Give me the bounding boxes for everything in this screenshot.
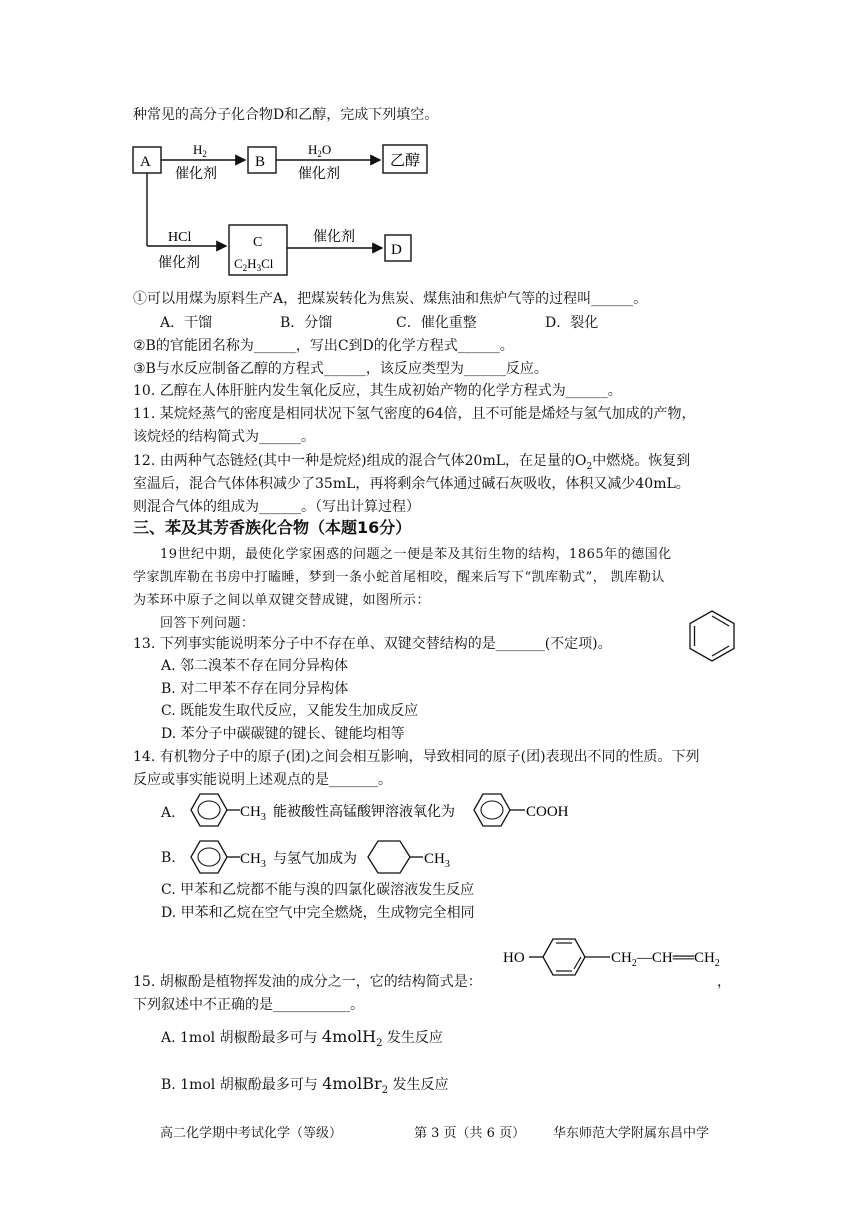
section3-para4: 回答下列问题： [160, 616, 255, 631]
q14-option-b-structure [183, 835, 483, 879]
q13-option-d: D. 苯分子中碳碳键的键长、键能均相等 [161, 726, 405, 742]
catalyst-label-3: 催化剂 [158, 256, 200, 271]
reagent-h2o: $H_2O$ [308, 142, 332, 159]
toluene-ring-icon [191, 794, 227, 826]
footer-exam-title: 高二化学期中考试化学（等级） [160, 1126, 343, 1141]
q15-option-a: A. 1mol 胡椒酚最多可与 4molH$_2$ 发生反应 [161, 1027, 443, 1049]
allyl-chain: $CH_2—CH══CH_2$ [611, 950, 720, 969]
catalyst-label-1: 催化剂 [175, 167, 217, 182]
methylcyclohexane-ring-icon [368, 841, 410, 873]
compound-d-label: D [391, 242, 402, 258]
reagent-hcl: HCl [168, 230, 192, 245]
benzoic-acid-ring-icon [474, 794, 510, 826]
q15-line2: 下列叙述中不正确的是___________。 [133, 997, 364, 1013]
q14-option-b-label: B. [161, 850, 176, 866]
q9-option-b: B．分馏 [280, 315, 333, 331]
q9-option-a: A．干馏 [160, 315, 213, 331]
q14-b-methyl-2: $CH_3$ [424, 851, 450, 870]
footer-school-name: 华东师范大学附属东昌中学 [553, 1126, 710, 1141]
q15-option-b: B. 1mol 胡椒酚最多可与 4molBr$_2$ 发生反应 [161, 1074, 449, 1096]
q15-stem: 15. 胡椒酚是植物挥发油的成分之一，它的结构简式是： [133, 974, 482, 990]
toluene-ring-icon [191, 841, 227, 873]
q14-option-d: D. 甲苯和乙烷在空气中完全燃烧，生成物完全相同 [161, 905, 475, 921]
compound-b-label: B [255, 154, 266, 170]
q14-a-carboxyl: COOH [526, 804, 569, 820]
kekule-benzene-structure [683, 607, 741, 665]
q11-line2: 该烷烃的结构简式为______。 [133, 429, 315, 445]
q14-option-a-label: A. [161, 805, 176, 821]
q13-stem: 13. 下列事实能说明苯分子中不存在单、双键交替结构的是_______(不定项)。 [133, 636, 612, 652]
q11-line1: 11. 某烷烃蒸气的密度是相同状况下氢气密度的64倍，且不可能是烯烃与氢气加成的产物， [133, 406, 696, 422]
chavicol-ring-icon [543, 939, 585, 975]
hydroxyl-group: HO [503, 950, 525, 966]
compound-c-label: C [253, 235, 263, 250]
chavicol-structure [495, 928, 735, 984]
q14-a-methyl: $CH_3$ [240, 804, 266, 823]
compound-c-formula: $C_2H_3Cl$ [234, 256, 274, 273]
reaction-scheme-diagram [128, 137, 428, 279]
section3-title: 三、苯及其芳香族化合物（本题16分） [133, 518, 412, 537]
q9-part1: ①可以用煤为原料生产A，把煤炭转化为焦炭、煤焦油和焦炉气等的过程叫______。 [133, 291, 648, 307]
q14-a-text: 能被酸性高锰酸钾溶液氧化为 [273, 805, 455, 820]
q9-part3: ③B与水反应制备乙醇的方程式______，该反应类型为______反应。 [133, 361, 548, 377]
section3-para2: 学家凯库勒在书房中打瞌睡，梦到一条小蛇首尾相咬，醒来后写下“凯库勒式”， 凯库勒认 [133, 570, 665, 585]
intro-line: 种常见的高分子化合物D和乙醇，完成下列填空。 [133, 107, 439, 123]
section3-para3: 为苯环中原子之间以单双键交替成键，如图所示： [133, 593, 431, 608]
reagent-h2: $H_2$ [193, 142, 207, 159]
q14-b-text: 与氢气加成为 [273, 852, 357, 867]
q9-part2: ②B的官能团名称为______，写出C到D的化学方程式______。 [133, 338, 514, 354]
q10-text: 10. 乙醇在人体肝脏内发生氧化反应，其生成初始产物的化学方程式为______。 [133, 383, 622, 399]
q14-option-a-structure [183, 788, 583, 832]
footer-page-number: 第 3 页（共 6 页） [414, 1126, 526, 1141]
ethanol-label: 乙醇 [390, 153, 421, 169]
q14-b-methyl: $CH_3$ [240, 851, 266, 870]
q14-option-c: C. 甲苯和乙烷都不能与溴的四氯化碳溶液发生反应 [161, 882, 475, 898]
q12-line2: 室温后，混合气体体积减少了35mL，再将剩余气体通过碱石灰吸收，体积又减少40mL。 [133, 476, 690, 492]
q13-option-a: A. 邻二溴苯不存在同分异构体 [161, 658, 349, 674]
q12-line3: 则混合气体的组成为______。（写出计算过程） [133, 499, 420, 515]
section3-para1: 19世纪中期，最使化学家困惑的问题之一便是苯及其衍生物的结构，1865年的德国化 [160, 547, 672, 562]
catalyst-label-2: 催化剂 [298, 167, 340, 182]
q13-option-b: B. 对二甲苯不存在同分异构体 [161, 681, 349, 697]
q15-comma: ， [717, 974, 731, 990]
q13-option-c: C. 既能发生取代反应，又能发生加成反应 [161, 703, 419, 719]
q9-option-d: D．裂化 [545, 315, 599, 331]
q12-line1: 12. 由两种气态链烃(其中一种是烷烃)组成的混合气体20mL，在足量的$O_2$中燃烧。恢复到 [133, 453, 691, 472]
q14-line1: 14. 有机物分子中的原子(团)之间会相互影响，导致相同的原子(团)表现出不同的性质。下列 [133, 749, 700, 765]
catalyst-label-4: 催化剂 [313, 230, 355, 245]
q9-option-c: C．催化重整 [396, 315, 477, 331]
q14-line2: 反应或事实能说明上述观点的是_______。 [133, 772, 392, 788]
compound-a-label: A [140, 154, 151, 170]
